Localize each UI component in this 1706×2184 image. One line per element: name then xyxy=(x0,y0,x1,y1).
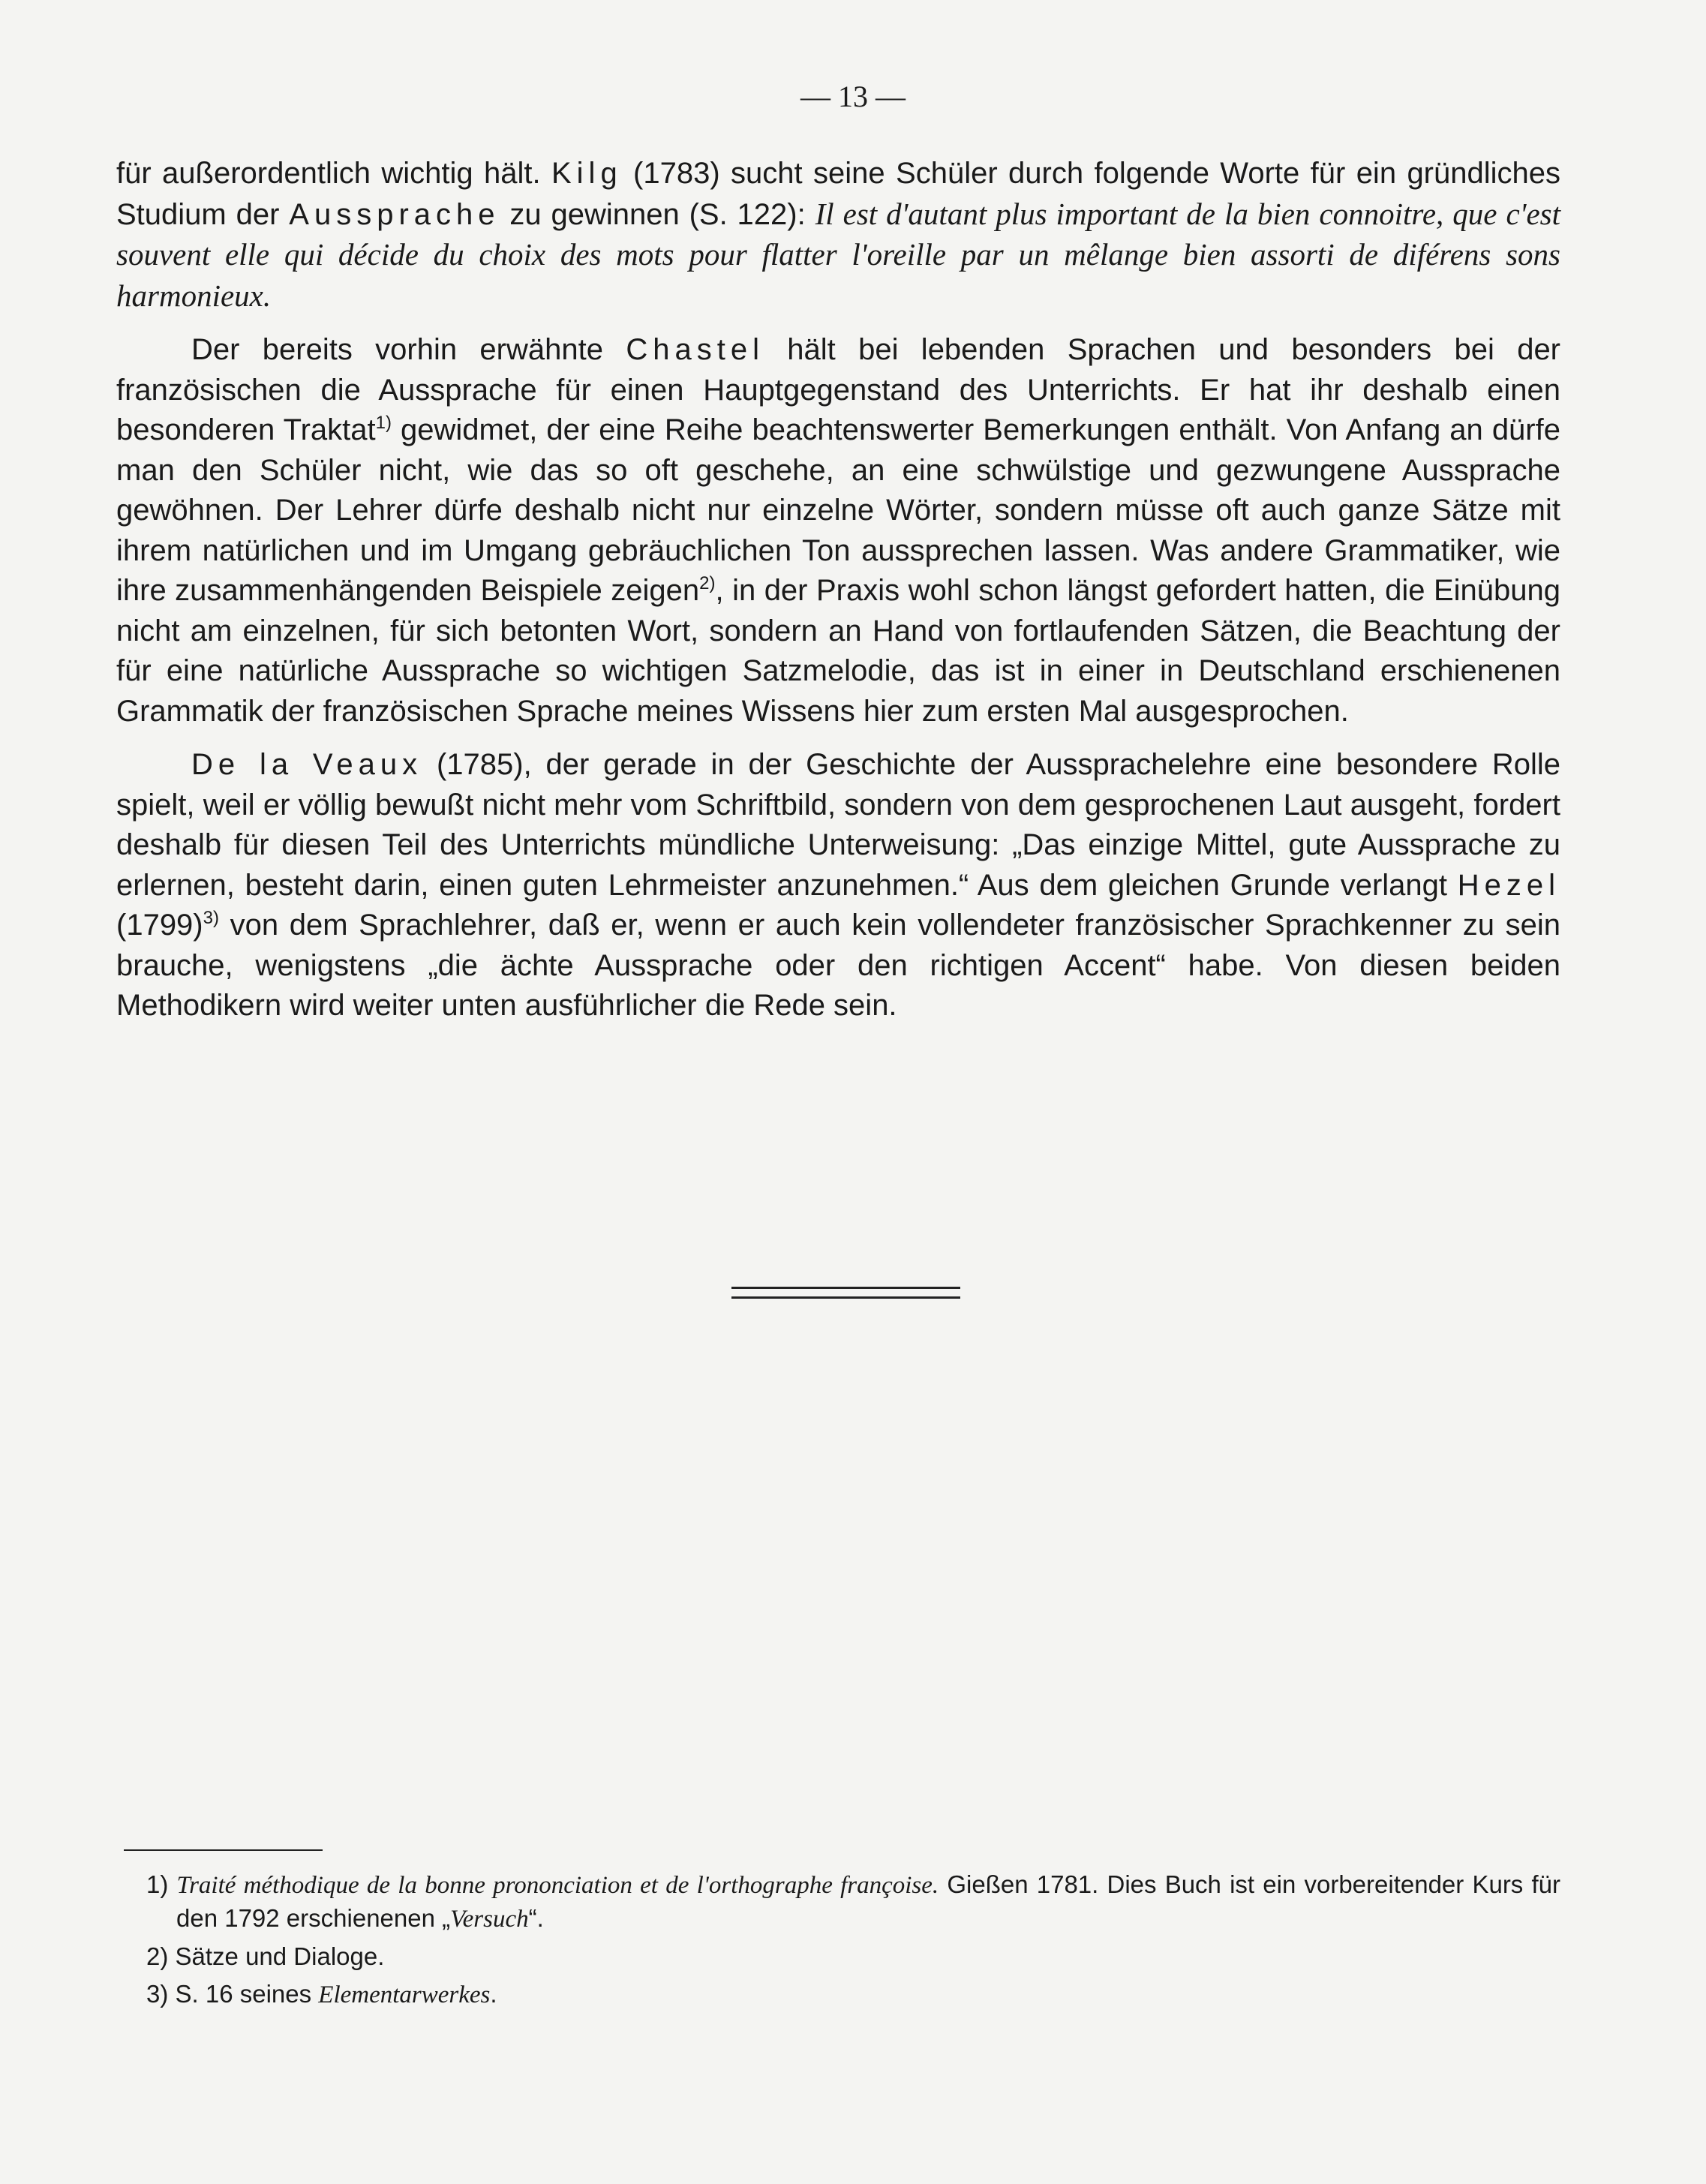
text-run: (1783) sucht seine Schüler durch folgende Worte für ein gründliches Studium der xyxy=(116,157,1561,231)
footnotes xyxy=(146,1868,1560,2016)
footnote-1 xyxy=(146,1868,1560,1936)
page-number: — 13 — xyxy=(800,80,906,113)
footnote-marker: 3) xyxy=(146,1980,169,2008)
footnote-book-title: Traité méthodique de la bonne prononciation et de l'orthographe françoise. xyxy=(176,1872,939,1899)
author-name-de-la-veaux: De la Veaux xyxy=(191,748,423,781)
author-name-kilg: Kilg xyxy=(551,157,623,190)
footnote-ref-2: 2) xyxy=(699,573,716,593)
main-text xyxy=(116,154,1560,1040)
author-name-chastel: Chastel xyxy=(626,333,764,366)
footnote-work-title: Versuch xyxy=(450,1906,529,1933)
text-run: gewidmet, der eine Reihe beachtenswerter Bemerkungen enthält. Von Anfang an dürfe man den Schüler nicht, wie das so oft geschehe, an eine schwülstige und gezwungene Aussprache gewöhnen. Der Lehrer dürfe deshalb nicht nur einzelne Wörter, sondern müsse oft auch ganze Sätze mit ihrem natürlichen und im Umgang gebräuchlichen Ton aussprechen lassen. Was andere Grammatiker, wie ihre zusammenhängenden Beispiele zeigen xyxy=(116,413,1560,607)
footnote-marker: 2) xyxy=(146,1942,169,1970)
text-run: von dem Sprachlehrer, daß er, wenn er auch kein vollendeter französischer Sprachkenner zu sein brauche, wenigstens „die ächte Aussprache oder den richtigen Accent“ habe. Von diesen beiden Methodikern wird weiter unten ausführlicher die Rede sein. xyxy=(116,909,1560,1022)
author-name-hezel: Hezel xyxy=(1457,868,1560,902)
section-end-ornament xyxy=(731,1287,960,1299)
text-run: (1785), der gerade in der Geschichte der Aussprachelehre eine besondere Rolle spielt, weil er völlig bewußt nicht mehr vom Schriftbild, sondern von dem gesprochenen Laut ausgeht, fordert deshalb für diesen Teil des Unterrichts mündliche Unterweisung: „Das einzige Mittel, gute Aussprache zu erlernen, besteht darin, einen guten Lehrmeister anzunehmen.“ Aus dem gleichen Grunde verlangt xyxy=(116,748,1560,902)
text-run: (1799) xyxy=(116,909,203,942)
footnote-ref-1: 1) xyxy=(375,413,392,433)
text-run: Der bereits vorhin erwähnte xyxy=(191,333,626,366)
footnote-2 xyxy=(146,1940,1560,1973)
text-run: für außerordentlich wichtig hält. xyxy=(116,157,551,190)
footnote-ref-3: 3) xyxy=(203,908,219,928)
paragraph-3 xyxy=(116,745,1560,1026)
footnote-work-title: Elementarwerkes xyxy=(318,1981,491,2008)
footnote-text: S. 16 seines xyxy=(175,1980,319,2008)
footnote-text-end: “. xyxy=(528,1904,544,1932)
french-quotation: Il est d'autant plus important de la bien connoitre, que c'est souvent elle qui décide du choix des mots pour flatter l'oreille par un mêlange bien assorti de diférens sons harmonieux. xyxy=(116,196,1560,313)
footnote-separator xyxy=(124,1849,323,1851)
footnote-text-end: . xyxy=(490,1980,497,2008)
spaced-word-aussprache: Aussprache xyxy=(289,197,500,231)
paragraph-1 xyxy=(116,154,1560,317)
footnote-3 xyxy=(146,1978,1560,2011)
paragraph-2 xyxy=(116,330,1560,732)
footnote-text: Gießen 1781. Dies Buch ist ein vorbereitender Kurs für den 1792 erschienenen „ xyxy=(176,1870,1560,1932)
text-run: zu gewinnen (S. 122): xyxy=(500,197,815,231)
footnote-marker: 1) xyxy=(146,1870,169,1898)
text-run: hält bei lebenden Sprachen und besonders bei der französischen die Aussprache für einen Hauptgegenstand des Unterrichts. Er hat ihr deshalb einen besonderen Traktat xyxy=(116,333,1561,446)
footnote-text: Sätze und Dialoge. xyxy=(175,1942,385,1970)
text-run: , in der Praxis wohl schon längst gefordert hatten, die Einübung nicht am einzelnen, für sich betonten Wort, sondern an Hand von fortlaufenden Sätzen, die Beachtung der für eine natürliche Aussprache so wichtigen Satzmelodie, das ist in einer in Deutschland erschienenen Grammatik der französischen Sprache meines Wissens hier zum ersten Mal ausgesprochen. xyxy=(116,574,1560,728)
